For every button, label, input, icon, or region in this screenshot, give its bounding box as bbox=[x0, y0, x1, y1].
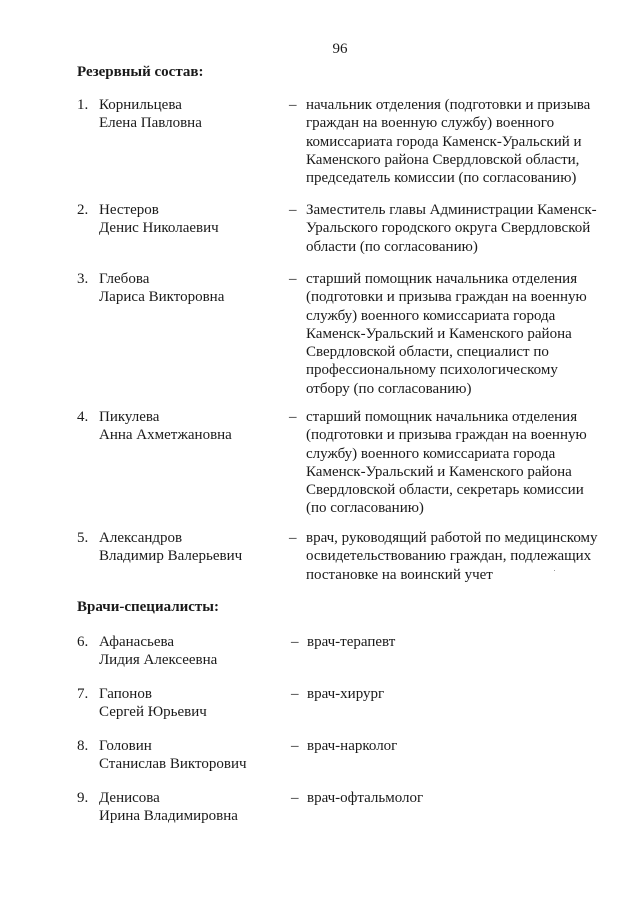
desc-line: службу) военного комиссариата города bbox=[306, 307, 556, 324]
desc-line: врач, руководящий работой по медицинскому bbox=[306, 530, 598, 546]
dash-separator: – bbox=[289, 530, 297, 546]
person-name bbox=[99, 529, 279, 566]
surname: Пикулева bbox=[99, 409, 160, 425]
desc-line: Каменск-Уральский и Каменского района bbox=[306, 325, 572, 342]
given-names: Сергей Юрьевич bbox=[99, 704, 207, 721]
desc-line: комиссариата города Каменск-Уральский и bbox=[306, 133, 582, 150]
surname: Корнильцева bbox=[99, 97, 182, 113]
desc-line: председатель комиссии (по согласованию) bbox=[306, 170, 577, 187]
person-name bbox=[99, 633, 279, 670]
dash-separator: – bbox=[289, 271, 297, 287]
desc-line: врач-терапевт bbox=[307, 634, 396, 650]
person-name bbox=[99, 685, 279, 722]
desc-line: Заместитель главы Администрации Каменск- bbox=[306, 202, 597, 218]
surname: Глебова bbox=[99, 271, 150, 287]
section-heading-doctors: Врачи-специалисты: bbox=[77, 599, 220, 615]
desc-line: Каменск-Уральский и Каменского района bbox=[306, 463, 572, 480]
desc-line: освидетельствованию граждан, подлежащих bbox=[306, 548, 592, 565]
surname: Гапонов bbox=[99, 686, 152, 702]
position-description bbox=[307, 633, 607, 651]
desc-line: области (по согласованию) bbox=[306, 238, 478, 255]
desc-line: Каменского района Свердловской области, bbox=[306, 151, 580, 168]
position-description bbox=[307, 737, 607, 755]
person-name bbox=[99, 201, 279, 238]
desc-line: (подготовки и призыва граждан на военную bbox=[306, 289, 587, 306]
scan-speck bbox=[554, 570, 555, 571]
desc-line: службу) военного комиссариата города bbox=[306, 445, 556, 462]
desc-line: постановке на воинский учет bbox=[306, 566, 493, 583]
given-names: Лидия Алексеевна bbox=[99, 652, 218, 669]
surname: Головин bbox=[99, 738, 152, 754]
desc-line: (по согласованию) bbox=[306, 500, 424, 517]
given-names: Владимир Валерьевич bbox=[99, 548, 243, 565]
given-names: Елена Павловна bbox=[99, 115, 202, 132]
entry-number: 8. bbox=[77, 738, 89, 754]
given-names: Лариса Викторовна bbox=[99, 289, 225, 306]
person-name bbox=[99, 408, 279, 445]
position-description bbox=[306, 408, 606, 518]
dash-separator: – bbox=[291, 738, 299, 754]
entry-number: 7. bbox=[77, 686, 89, 702]
given-names: Ирина Владимировна bbox=[99, 808, 238, 825]
desc-line: врач-нарколог bbox=[307, 738, 398, 754]
dash-separator: – bbox=[291, 790, 299, 806]
entry-number: 9. bbox=[77, 790, 89, 806]
page-number: 96 bbox=[332, 41, 348, 57]
entry-number: 2. bbox=[77, 202, 89, 218]
person-name bbox=[99, 789, 279, 826]
position-description bbox=[306, 270, 606, 398]
person-name bbox=[99, 96, 279, 133]
given-names: Анна Ахметжановна bbox=[99, 427, 232, 444]
dash-separator: – bbox=[289, 202, 297, 218]
entry-number: 1. bbox=[77, 97, 89, 113]
given-names: Денис Николаевич bbox=[99, 220, 219, 237]
section-heading-reserve: Резервный состав: bbox=[77, 64, 204, 80]
position-description bbox=[307, 685, 607, 703]
desc-line: граждан на военную службу) военного bbox=[306, 115, 555, 132]
surname: Нестеров bbox=[99, 202, 159, 218]
given-names: Станислав Викторович bbox=[99, 756, 247, 773]
person-name bbox=[99, 270, 279, 307]
entry-number: 4. bbox=[77, 409, 89, 425]
dash-separator: – bbox=[289, 409, 297, 425]
desc-line: врач-офтальмолог bbox=[307, 790, 424, 806]
position-description bbox=[306, 201, 606, 256]
position-description bbox=[306, 96, 606, 187]
desc-line: отбору (по согласованию) bbox=[306, 380, 472, 397]
dash-separator: – bbox=[289, 97, 297, 113]
desc-line: (подготовки и призыва граждан на военную bbox=[306, 427, 587, 444]
desc-line: врач-хирург bbox=[307, 686, 385, 702]
desc-line: старший помощник начальника отделения bbox=[306, 409, 578, 425]
dash-separator: – bbox=[291, 686, 299, 702]
desc-line: старший помощник начальника отделения bbox=[306, 271, 578, 287]
entry-number: 3. bbox=[77, 271, 89, 287]
desc-line: Свердловской области, секретарь комиссии bbox=[306, 482, 584, 499]
desc-line: профессиональному психологическому bbox=[306, 362, 558, 379]
desc-line: Свердловской области, специалист по bbox=[306, 344, 549, 361]
surname: Денисова bbox=[99, 790, 160, 806]
position-description bbox=[306, 529, 606, 584]
desc-line: Уральского городского округа Свердловской bbox=[306, 220, 591, 237]
position-description bbox=[307, 789, 607, 807]
entry-number: 5. bbox=[77, 530, 89, 546]
dash-separator: – bbox=[291, 634, 299, 650]
entry-number: 6. bbox=[77, 634, 89, 650]
surname: Афанасьева bbox=[99, 634, 175, 650]
person-name bbox=[99, 737, 279, 774]
surname: Александров bbox=[99, 530, 183, 546]
desc-line: начальник отделения (подготовки и призыва bbox=[306, 97, 591, 113]
